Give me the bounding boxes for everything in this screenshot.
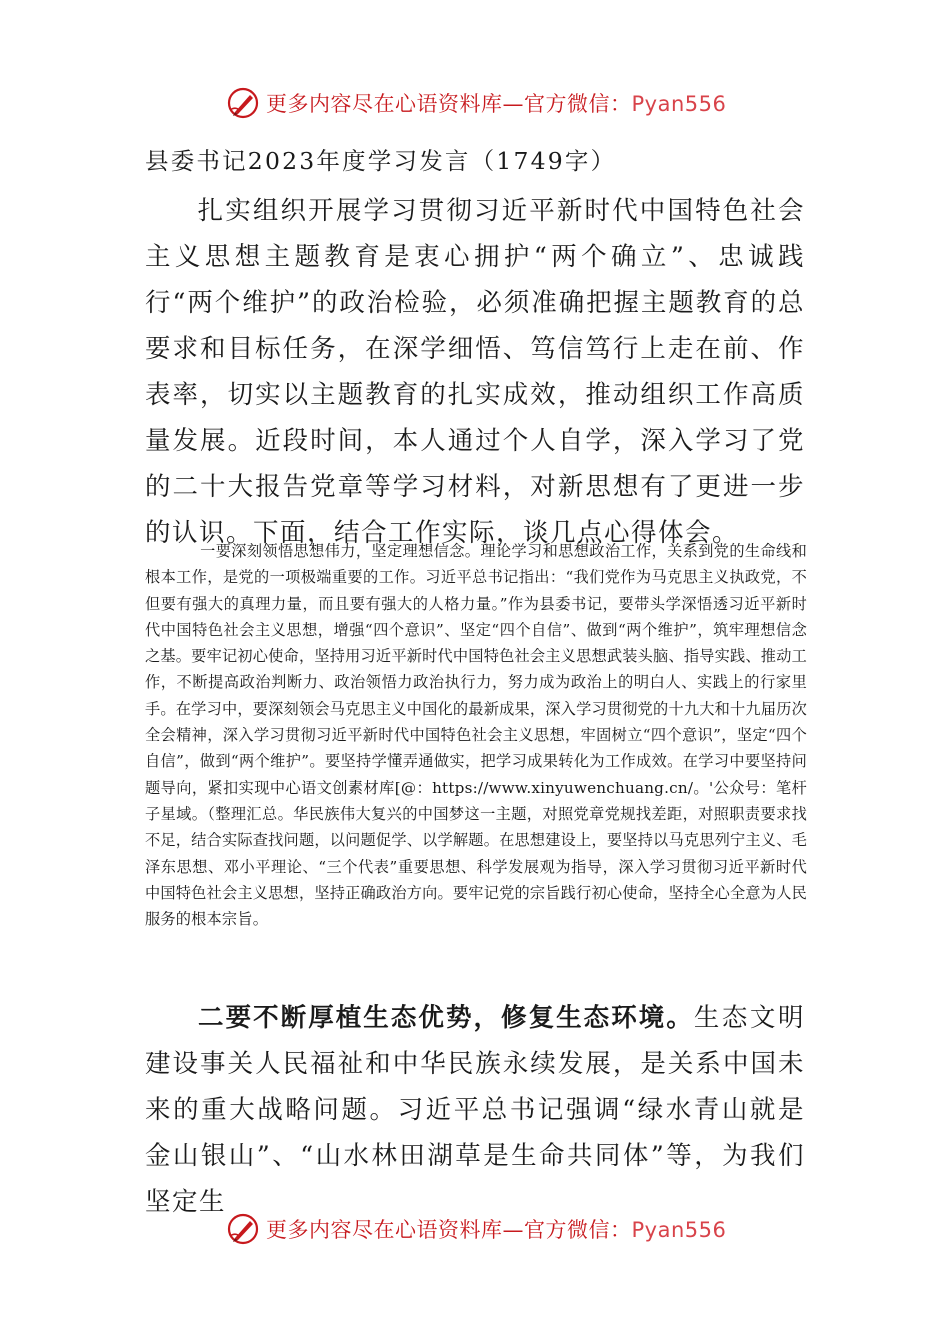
point-two-heading: 二要不断厚植生态优势，修复生态环境。 — [197, 1003, 694, 1033]
document-title: 县委书记2023年度学习发言（1749字） — [145, 147, 617, 175]
banner-dash: — — [502, 92, 524, 116]
header-banner — [226, 86, 726, 120]
point-one-paragraph — [145, 538, 807, 932]
banner-wechat-label: 官方微信： — [524, 1218, 632, 1242]
pen-logo-icon — [226, 1212, 260, 1246]
banner-text — [266, 1214, 726, 1244]
point-one-text: 一要深刻领悟思想伟力，坚定理想信念。理论学习和思想政治工作，关系到党的生命线和根本工作，是党的一项极端重要的工作。习近平总书记指出：“我们党作为马克思主义执政党，不但要有强大的真理力量，而且要有强大的人格力量。”作为县委书记，要带头学深悟透习近平新时代中国特色社会主义思想，增强“四个意识”、坚定“四个自信”、做到“两个维护”，筑牢理想信念之基。要牢记初心使命，坚持用习近平新时代中国特色社会主义思想武装头脑、指导实践、推动工作，不断提高政治判断力、政治领悟力政治执行力，努力成为政治上的明白人、实践上的行家里手。在学习中，要深刻领会马克思主义中国化的最新成果，深入学习贯彻党的十九大和十九届历次全会精神，深入学习贯彻习近平新时代中国特色社会主义思想，牢固树立“四个意识”，坚定“四个自信”，做到“两个维护”。要坚持学懂弄通做实，把学习成果转化为工作成效。在学习中要坚持问题导向，紧扣实现中心语文创素材库[@：https://www.xinyuwenchuang.cn/。'公众号：笔杆子星域。（整理汇总。华民族伟大复兴的中国梦这一主题，对照党章党规找差距，对照职责要求找不足，结合实际查找问题，以问题促学、以学解题。在思想建设上，要坚持以马克思列宁主义、毛泽东思想、邓小平理论、“三个代表”重要思想、科学发展观为指导，深入学习贯彻习近平新时代中国特色社会主义思想，坚持正确政治方向。要牢记党的宗旨践行初心使命，坚持全心全意为人民服务的根本宗旨。 — [145, 542, 807, 929]
point-two-paragraph — [145, 995, 805, 1225]
point-two-text: 生态文明建设事关人民福祉和中华民族永续发展，是关系中国未来的重大战略问题。习近平总书记强调“绿水青山就是金山银山”、“山水林田湖草是生命共同体”等，为我们坚定生 — [145, 1003, 805, 1217]
banner-text — [266, 88, 726, 118]
footer-banner — [226, 1212, 726, 1246]
banner-wechat-id: Pyan556 — [631, 1218, 727, 1242]
banner-dash: — — [502, 1218, 524, 1242]
banner-wechat-label: 官方微信： — [524, 92, 632, 116]
banner-brand: 更多内容尽在心语资料库 — [266, 92, 503, 116]
pen-logo-icon — [226, 86, 260, 120]
banner-brand: 更多内容尽在心语资料库 — [266, 1218, 503, 1242]
banner-wechat-id: Pyan556 — [631, 92, 727, 116]
intro-paragraph — [145, 188, 805, 556]
intro-text: 扎实组织开展学习贯彻习近平新时代中国特色社会主义思想主题教育是衷心拥护“两个确立”、忠诚践行“两个维护”的政治检验，必须准确把握主题教育的总要求和目标任务，在深学细悟、笃信笃行上走在前、作表率，切实以主题教育的扎实成效，推动组织工作高质量发展。近段时间，本人通过个人自学，深入学习了党的二十大报告党章等学习材料，对新思想有了更进一步的认识。下面，结合工作实际，谈几点心得体会。 — [145, 196, 805, 548]
